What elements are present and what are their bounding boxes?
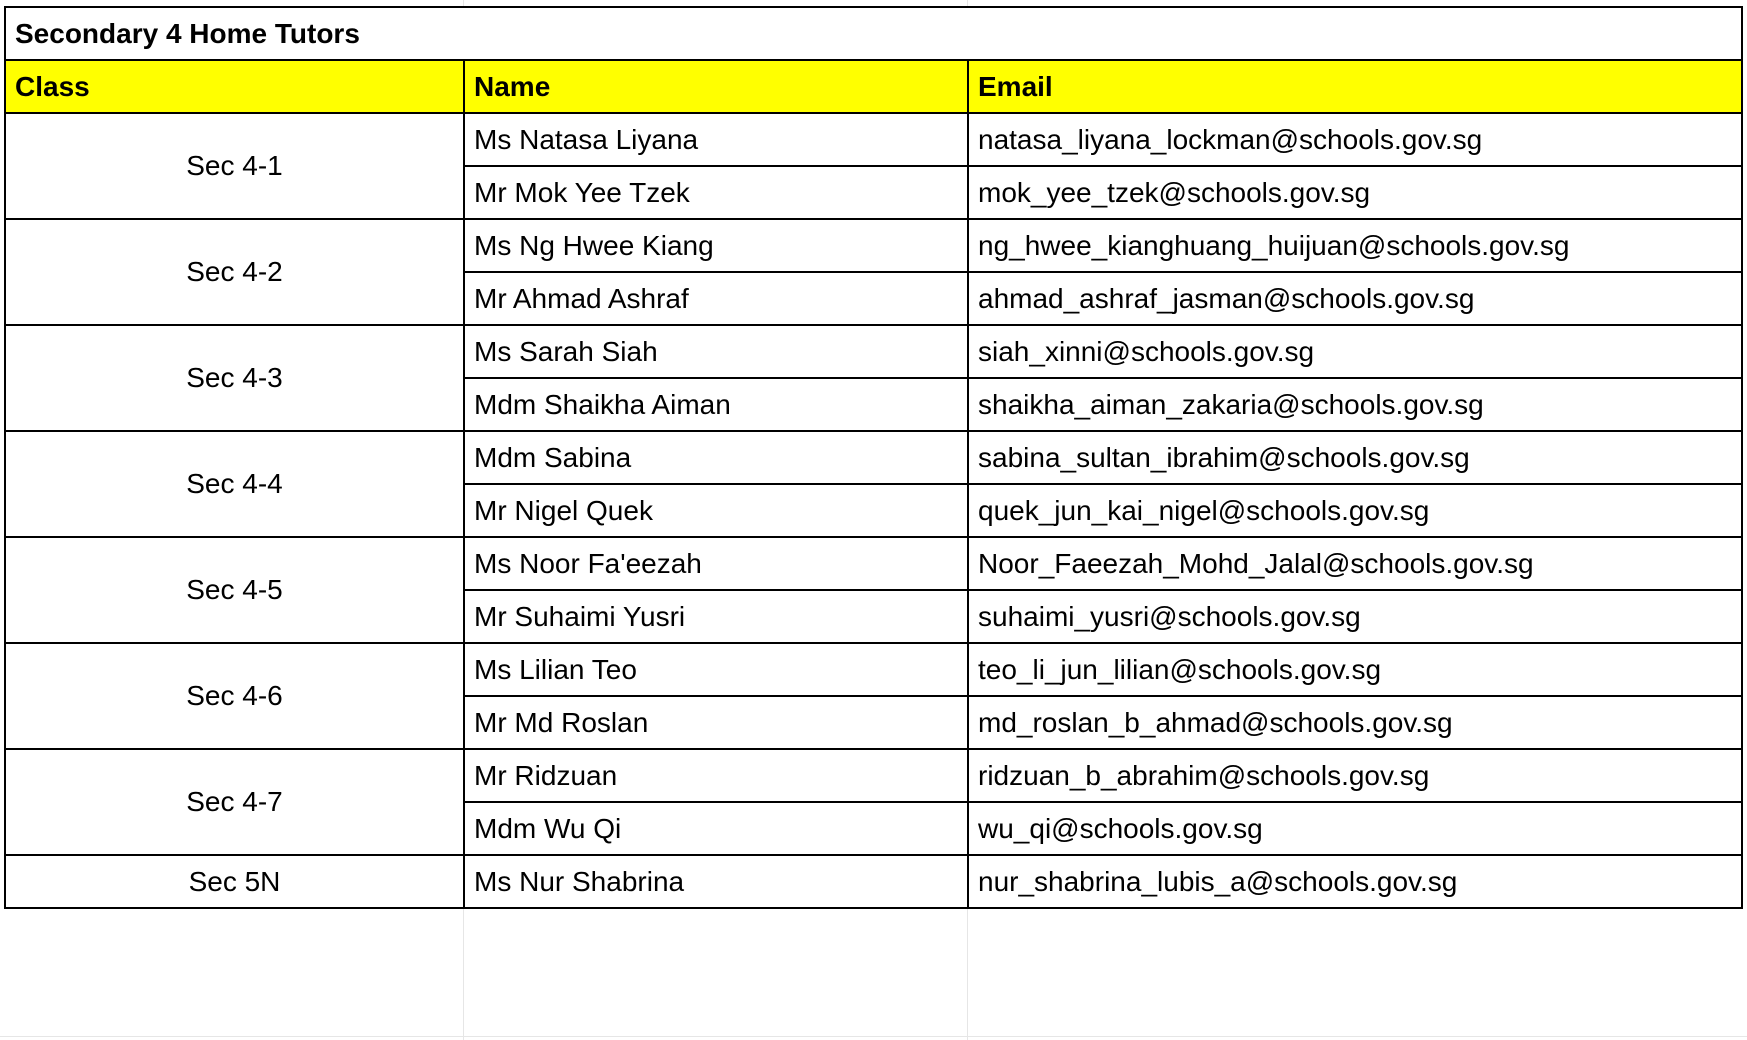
header-row — [5, 60, 1742, 113]
class-cell[interactable]: Sec 4-1 — [5, 113, 464, 219]
header-name[interactable]: Name — [464, 60, 968, 113]
tutor-name-cell[interactable]: Mr Ridzuan — [464, 749, 968, 802]
header-email[interactable]: Email — [968, 60, 1742, 113]
tutor-email-cell[interactable]: mok_yee_tzek@schools.gov.sg — [968, 166, 1742, 219]
tutor-name-cell[interactable]: Mr Suhaimi Yusri — [464, 590, 968, 643]
tutor-name-cell[interactable]: Mr Ahmad Ashraf — [464, 272, 968, 325]
tutor-name-cell[interactable]: Ms Ng Hwee Kiang — [464, 219, 968, 272]
tutor-email-cell[interactable]: shaikha_aiman_zakaria@schools.gov.sg — [968, 378, 1742, 431]
tutor-email-cell[interactable]: quek_jun_kai_nigel@schools.gov.sg — [968, 484, 1742, 537]
table-row — [5, 855, 1742, 908]
class-cell[interactable]: Sec 4-7 — [5, 749, 464, 855]
header-class[interactable]: Class — [5, 60, 464, 113]
tutor-name-cell[interactable]: Ms Nur Shabrina — [464, 855, 968, 908]
tutor-email-cell[interactable]: teo_li_jun_lilian@schools.gov.sg — [968, 643, 1742, 696]
tutor-email-cell[interactable]: natasa_liyana_lockman@schools.gov.sg — [968, 113, 1742, 166]
tutor-name-cell[interactable]: Ms Lilian Teo — [464, 643, 968, 696]
table-row — [5, 113, 1742, 166]
tutor-name-cell[interactable]: Ms Noor Fa'eezah — [464, 537, 968, 590]
home-tutors-table — [4, 6, 1743, 909]
tutor-email-cell[interactable]: suhaimi_yusri@schools.gov.sg — [968, 590, 1742, 643]
tutor-email-cell[interactable]: sabina_sultan_ibrahim@schools.gov.sg — [968, 431, 1742, 484]
class-cell[interactable]: Sec 4-6 — [5, 643, 464, 749]
title-row — [5, 7, 1742, 60]
tutor-email-cell[interactable]: ng_hwee_kianghuang_huijuan@schools.gov.sg — [968, 219, 1742, 272]
table-title[interactable]: Secondary 4 Home Tutors — [5, 7, 1742, 60]
table-row — [5, 431, 1742, 484]
class-cell[interactable]: Sec 4-3 — [5, 325, 464, 431]
table-row — [5, 643, 1742, 696]
class-cell[interactable]: Sec 5N — [5, 855, 464, 908]
tutor-email-cell[interactable]: Noor_Faeezah_Mohd_Jalal@schools.gov.sg — [968, 537, 1742, 590]
tutor-email-cell[interactable]: nur_shabrina_lubis_a@schools.gov.sg — [968, 855, 1742, 908]
tutor-name-cell[interactable]: Mr Nigel Quek — [464, 484, 968, 537]
sheet-gridline — [0, 1036, 1747, 1037]
tutor-name-cell[interactable]: Mr Md Roslan — [464, 696, 968, 749]
table-row — [5, 749, 1742, 802]
tutor-email-cell[interactable]: wu_qi@schools.gov.sg — [968, 802, 1742, 855]
tutor-email-cell[interactable]: ahmad_ashraf_jasman@schools.gov.sg — [968, 272, 1742, 325]
tutor-email-cell[interactable]: ridzuan_b_abrahim@schools.gov.sg — [968, 749, 1742, 802]
tutor-email-cell[interactable]: siah_xinni@schools.gov.sg — [968, 325, 1742, 378]
table-row — [5, 325, 1742, 378]
tutor-name-cell[interactable]: Mdm Shaikha Aiman — [464, 378, 968, 431]
class-cell[interactable]: Sec 4-5 — [5, 537, 464, 643]
tutor-name-cell[interactable]: Mr Mok Yee Tzek — [464, 166, 968, 219]
tutor-email-cell[interactable]: md_roslan_b_ahmad@schools.gov.sg — [968, 696, 1742, 749]
tutor-name-cell[interactable]: Mdm Wu Qi — [464, 802, 968, 855]
tutor-name-cell[interactable]: Ms Sarah Siah — [464, 325, 968, 378]
table-row — [5, 219, 1742, 272]
class-cell[interactable]: Sec 4-4 — [5, 431, 464, 537]
class-cell[interactable]: Sec 4-2 — [5, 219, 464, 325]
table-row — [5, 537, 1742, 590]
tutor-name-cell[interactable]: Ms Natasa Liyana — [464, 113, 968, 166]
tutor-name-cell[interactable]: Mdm Sabina — [464, 431, 968, 484]
